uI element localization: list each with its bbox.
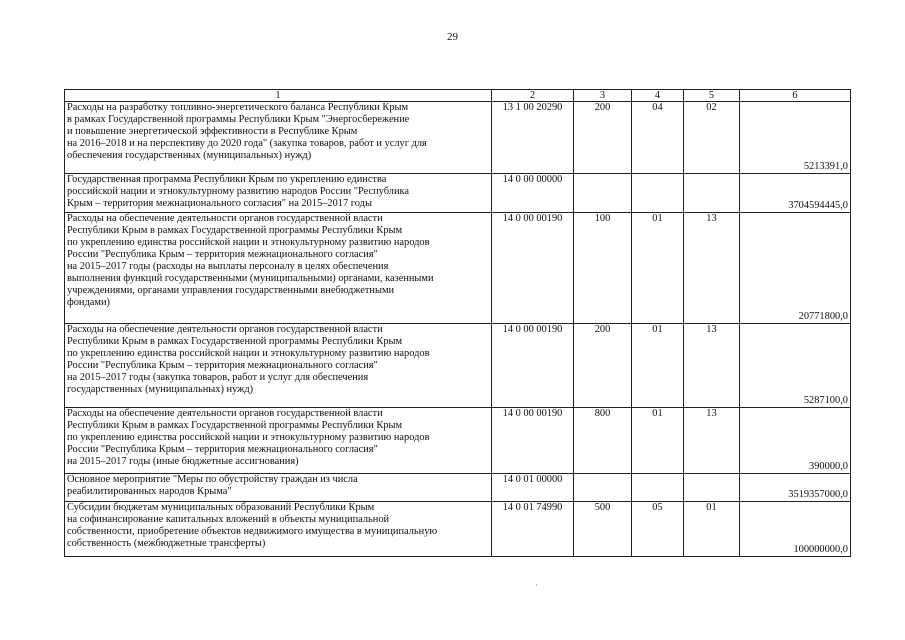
- row-amount: 5287100,0: [740, 324, 851, 408]
- row-subsection: [684, 174, 740, 213]
- row-expense-type: [574, 474, 632, 502]
- row-code: 14 0 01 74990: [492, 502, 574, 557]
- table-header-row: [65, 90, 851, 102]
- row-description: Расходы на разработку топливно-энергетического баланса Республики Крым в рамках Государственной программы Республики Крым "Энергосбережение и повышение энергетической эффективности в Республике Крым на 2016–2018 и на перспективу до 2020 года" (закупка товаров, работ и услуг для обеспечения государственных (муниципальных) нужд): [65, 102, 492, 174]
- row-section: [632, 474, 684, 502]
- column-header: 2: [492, 90, 574, 102]
- row-code: 14 0 01 00000: [492, 474, 574, 502]
- row-expense-type: 200: [574, 324, 632, 408]
- row-description: Основное мероприятие "Меры по обустройству граждан из числа реабилитированных народов Крыма": [65, 474, 492, 502]
- row-section: [632, 174, 684, 213]
- row-description: Расходы на обеспечение деятельности органов государственной власти Республики Крым в рамках Государственной программы Республики Крым по укреплению единства российской нации и этнокультурному развитию народов России "Республика Крым – территория межнационального согласия" на 2015–2017 годы (расходы на выплаты персоналу в целях обеспечения выполнения функций государственными (муниципальными) органами, казенными учреждениями, органами управления государственными внебюджетными фондами): [65, 213, 492, 324]
- row-code: 14 0 00 00190: [492, 213, 574, 324]
- column-header: 3: [574, 90, 632, 102]
- row-expense-type: [574, 174, 632, 213]
- row-amount: 5213391,0: [740, 102, 851, 174]
- row-code: 14 0 00 00000: [492, 174, 574, 213]
- row-amount: 3519357000,0: [740, 474, 851, 502]
- table-row: [65, 408, 851, 474]
- row-subsection: 13: [684, 324, 740, 408]
- table-row: [65, 324, 851, 408]
- row-expense-type: 200: [574, 102, 632, 174]
- budget-table: [64, 89, 851, 557]
- row-expense-type: 100: [574, 213, 632, 324]
- column-header: 5: [684, 90, 740, 102]
- row-subsection: 02: [684, 102, 740, 174]
- row-section: 01: [632, 408, 684, 474]
- row-description: Расходы на обеспечение деятельности органов государственной власти Республики Крым в рамках Государственной программы Республики Крым по укреплению единства российской нации и этнокультурному развитию народов России "Республика Крым – территория межнационального согласия" на 2015–2017 годы (закупка товаров, работ и услуг для обеспечения государственных (муниципальных) нужд): [65, 324, 492, 408]
- table-row: [65, 502, 851, 557]
- row-code: 14 0 00 00190: [492, 408, 574, 474]
- table-row: [65, 174, 851, 213]
- row-amount: 3704594445,0: [740, 174, 851, 213]
- row-amount: 390000,0: [740, 408, 851, 474]
- row-subsection: 01: [684, 502, 740, 557]
- row-code: 14 0 00 00190: [492, 324, 574, 408]
- row-subsection: 13: [684, 213, 740, 324]
- column-header: 6: [740, 90, 851, 102]
- row-code: 13 1 00 20290: [492, 102, 574, 174]
- row-subsection: 13: [684, 408, 740, 474]
- table-row: [65, 102, 851, 174]
- row-expense-type: 500: [574, 502, 632, 557]
- row-amount: 20771800,0: [740, 213, 851, 324]
- row-description: Государственная программа Республики Крым по укреплению единства российской нации и этнокультурному развитию народов России "Республика Крым – территория межнационального согласия" на 2015–2017 годы: [65, 174, 492, 213]
- column-header: 1: [65, 90, 492, 102]
- row-subsection: [684, 474, 740, 502]
- table-row: [65, 213, 851, 324]
- scan-speck: ·: [535, 580, 538, 590]
- row-expense-type: 800: [574, 408, 632, 474]
- column-header: 4: [632, 90, 684, 102]
- row-section: 05: [632, 502, 684, 557]
- row-description: Субсидии бюджетам муниципальных образований Республики Крым на софинансирование капитальных вложений в объекты муниципальной собственности, приобретение объектов недвижимого имущества в муниципальную собственность (межбюджетные трансферты): [65, 502, 492, 557]
- row-section: 01: [632, 324, 684, 408]
- table-row: [65, 474, 851, 502]
- row-section: 01: [632, 213, 684, 324]
- page-number: 29: [447, 31, 458, 43]
- row-amount: 100000000,0: [740, 502, 851, 557]
- row-section: 04: [632, 102, 684, 174]
- row-description: Расходы на обеспечение деятельности органов государственной власти Республики Крым в рамках Государственной программы Республики Крым по укреплению единства российской нации и этнокультурному развитию народов России "Республика Крым – территория межнационального согласия" на 2015–2017 годы (иные бюджетные ассигнования): [65, 408, 492, 474]
